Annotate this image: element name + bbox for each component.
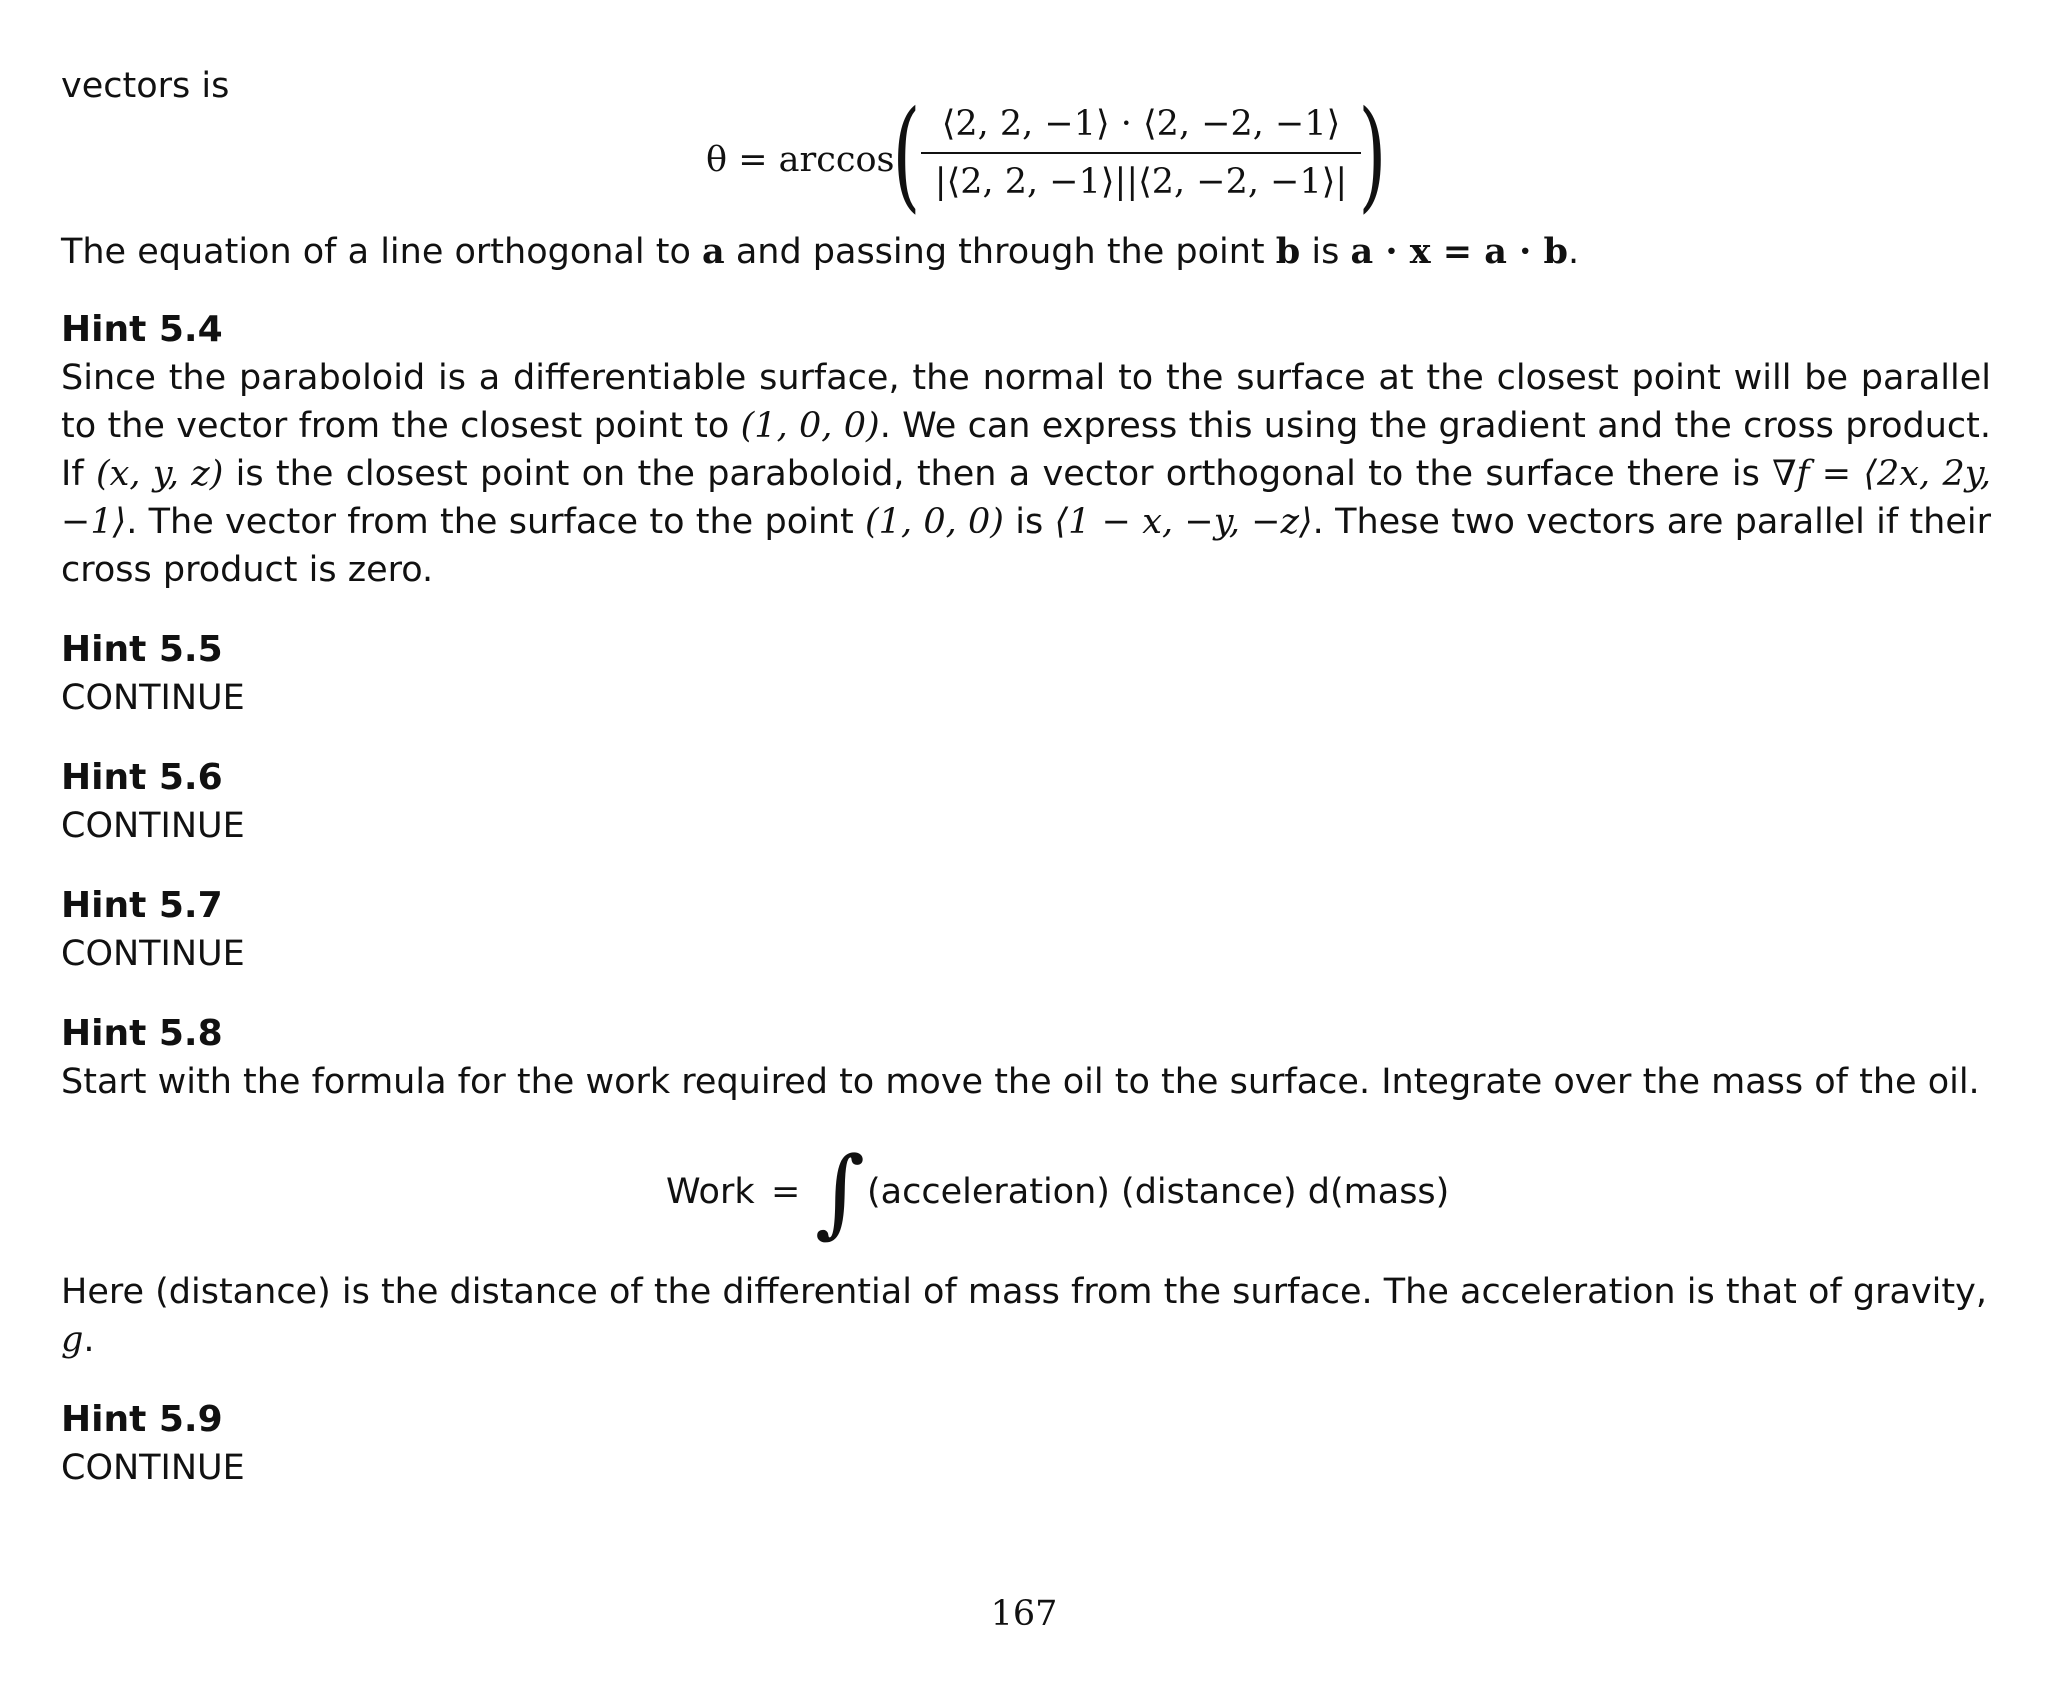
hint-5-8 xyxy=(61,1010,1991,1364)
line-equation-text xyxy=(61,228,1991,276)
fraction-numerator: ⟨2, 2, −1⟩ · ⟨2, −2, −1⟩ xyxy=(941,104,1341,144)
hint-body-2 xyxy=(61,1268,1991,1364)
formula-lhs: θ = arccos xyxy=(706,140,895,180)
hint-title: Hint 5.7 xyxy=(61,885,223,926)
hint-5-9 xyxy=(61,1396,1991,1492)
right-paren: ) xyxy=(1358,86,1387,225)
work-label: Work xyxy=(666,1172,755,1212)
math-inline: g xyxy=(61,1320,84,1360)
equals-sign: = xyxy=(771,1172,801,1212)
intro-lead: vectors is xyxy=(61,66,230,106)
hint-5-5 xyxy=(61,626,1991,722)
fraction-bar xyxy=(921,152,1361,154)
hint-body xyxy=(61,354,1991,594)
math-inline: ⟨1 − x, −y, −z⟩ xyxy=(1054,502,1313,542)
integrand: (acceleration) (distance) d(mass) xyxy=(867,1172,1450,1212)
integral-sign: ∫ xyxy=(815,1136,866,1248)
text-span: . xyxy=(1568,232,1580,272)
text-span: The equation of a line orthogonal to xyxy=(61,232,702,272)
hint-title: Hint 5.6 xyxy=(61,757,223,798)
fraction xyxy=(921,96,1361,206)
text-span: is xyxy=(1300,232,1351,272)
hint-body: CONTINUE xyxy=(61,806,245,846)
work-formula xyxy=(61,1128,1991,1268)
hint-5-7 xyxy=(61,882,1991,978)
text-span: Here (distance) is the distance of the differential of mass from the surface. The acceleration is that of gravity, xyxy=(61,1272,1987,1312)
text-span: is xyxy=(1003,502,1055,542)
hint-body: CONTINUE xyxy=(61,678,245,718)
text-span: . xyxy=(83,1320,95,1360)
math-inline: (x, y, z) xyxy=(95,454,224,494)
left-paren: ( xyxy=(892,86,921,225)
page-number: 167 xyxy=(990,1594,1058,1634)
hint-body: CONTINUE xyxy=(61,934,245,974)
text-span: . The vector from the surface to the point xyxy=(126,502,866,542)
hint-title: Hint 5.4 xyxy=(61,309,223,350)
hint-5-4 xyxy=(61,306,1991,594)
text-span: and passing through the point xyxy=(724,232,1276,272)
math-inline: (1, 0, 0) xyxy=(740,406,880,446)
hint-title: Hint 5.8 xyxy=(61,1013,223,1054)
hint-5-6 xyxy=(61,754,1991,850)
math-inline: (1, 0, 0) xyxy=(865,502,1004,542)
text-span: . We can express this using the gradient and the cross product. If xyxy=(61,406,1991,494)
math-dot-equation: a · x = a · b xyxy=(1350,231,1568,272)
math-vector-b: b xyxy=(1275,231,1301,272)
math-inline: ∇f = ⟨2x, 2y, −1⟩ xyxy=(61,454,1991,542)
hint-body: CONTINUE xyxy=(61,1448,245,1488)
math-vector-a: a xyxy=(702,231,725,272)
fraction-denominator: |⟨2, 2, −1⟩||⟨2, −2, −1⟩| xyxy=(934,162,1348,202)
hint-body: Start with the formula for the work required to move the oil to the surface. Integrate over the mass of the oil. xyxy=(61,1062,1980,1102)
text-span: is the closest point on the paraboloid, then a vector orthogonal to the surface there is xyxy=(223,454,1773,494)
page-content xyxy=(61,62,1991,1492)
hint-title: Hint 5.5 xyxy=(61,629,223,670)
text-span: Since the paraboloid is a differentiable surface, the normal to the surface at the closest point will be parallel to the vector from the closest point to xyxy=(61,358,1991,446)
text-span: . These two vectors are parallel if their cross product is zero. xyxy=(61,502,1991,590)
hint-title: Hint 5.9 xyxy=(61,1399,223,1440)
